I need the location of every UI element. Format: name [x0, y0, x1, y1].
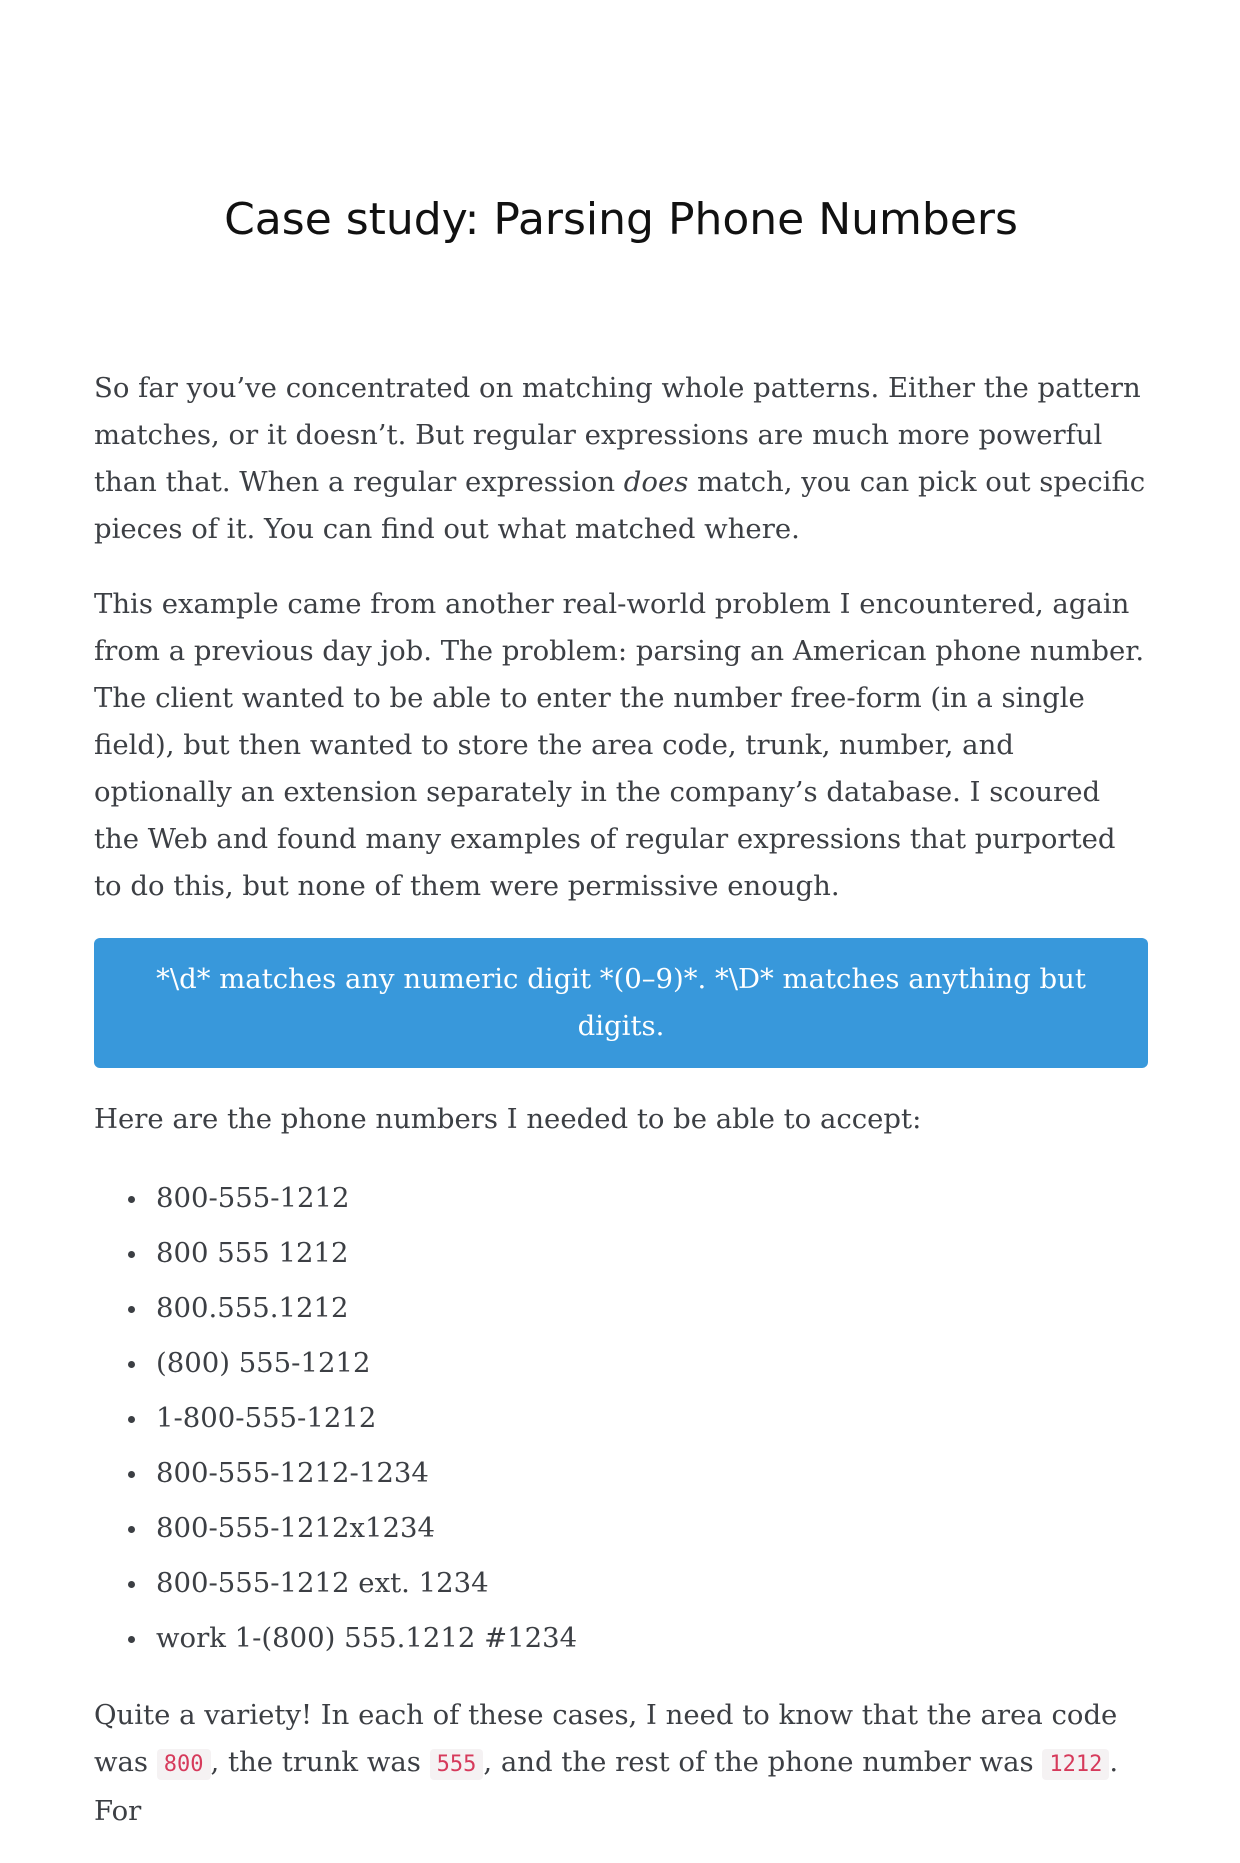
intro-paragraph	[94, 365, 1148, 553]
intro-text-end: match, you can pick out specific pieces of it. You can find out what matched where.	[94, 466, 1146, 545]
tip-callout: *\d* matches any numeric digit *(0–9)*. *\D* matches anything but digits.	[94, 938, 1148, 1068]
trunk-code: 555	[430, 1749, 484, 1780]
phone-number-list	[94, 1171, 1148, 1666]
list-item: 800-555-1212 ext. 1234	[94, 1556, 1148, 1611]
list-intro: Here are the phone numbers I needed to be able to accept:	[94, 1103, 922, 1135]
intro-emphasis: does	[623, 466, 689, 498]
list-item: 1-800-555-1212	[94, 1391, 1148, 1446]
page-title: Case study: Parsing Phone Numbers	[224, 194, 1018, 245]
list-item: (800) 555-1212	[94, 1336, 1148, 1391]
intro-text-start: So far you’ve concentrated on matching whole patterns. Either the pattern matches, or it doesn’t. But regular expressions are much more powerful than that. When a regular expression	[94, 372, 1141, 498]
closing-text-3: , and the rest of the phone number was	[483, 1746, 1043, 1778]
area-code-code: 800	[157, 1749, 211, 1780]
list-item: 800 555 1212	[94, 1226, 1148, 1281]
closing-text-1: Quite a variety! In each of these cases, I need to know that the area code was	[94, 1699, 1118, 1778]
closing-paragraph	[94, 1692, 1148, 1835]
list-item: 800-555-1212x1234	[94, 1501, 1148, 1556]
closing-text-4: . For	[94, 1746, 1119, 1827]
list-item: work 1-(800) 555.1212 #1234	[94, 1611, 1148, 1666]
article-body	[94, 365, 1148, 1863]
number-code: 1212	[1042, 1749, 1109, 1780]
list-item: 800.555.1212	[94, 1281, 1148, 1336]
problem-paragraph: This example came from another real-world problem I encountered, again from a previous day job. The problem: parsing an American phone number. The client wanted to be able to enter the number free-form (in a single field), but then wanted to store the area code, trunk, number, and optionally an extension separately in the company’s database. I scoured the Web and found many examples of regular expressions that purported to do this, but none of them were permissive enough.	[94, 588, 1145, 902]
list-item: 800-555-1212-1234	[94, 1446, 1148, 1501]
list-item: 800-555-1212	[94, 1171, 1148, 1226]
closing-text-2: , the trunk was	[210, 1746, 430, 1778]
